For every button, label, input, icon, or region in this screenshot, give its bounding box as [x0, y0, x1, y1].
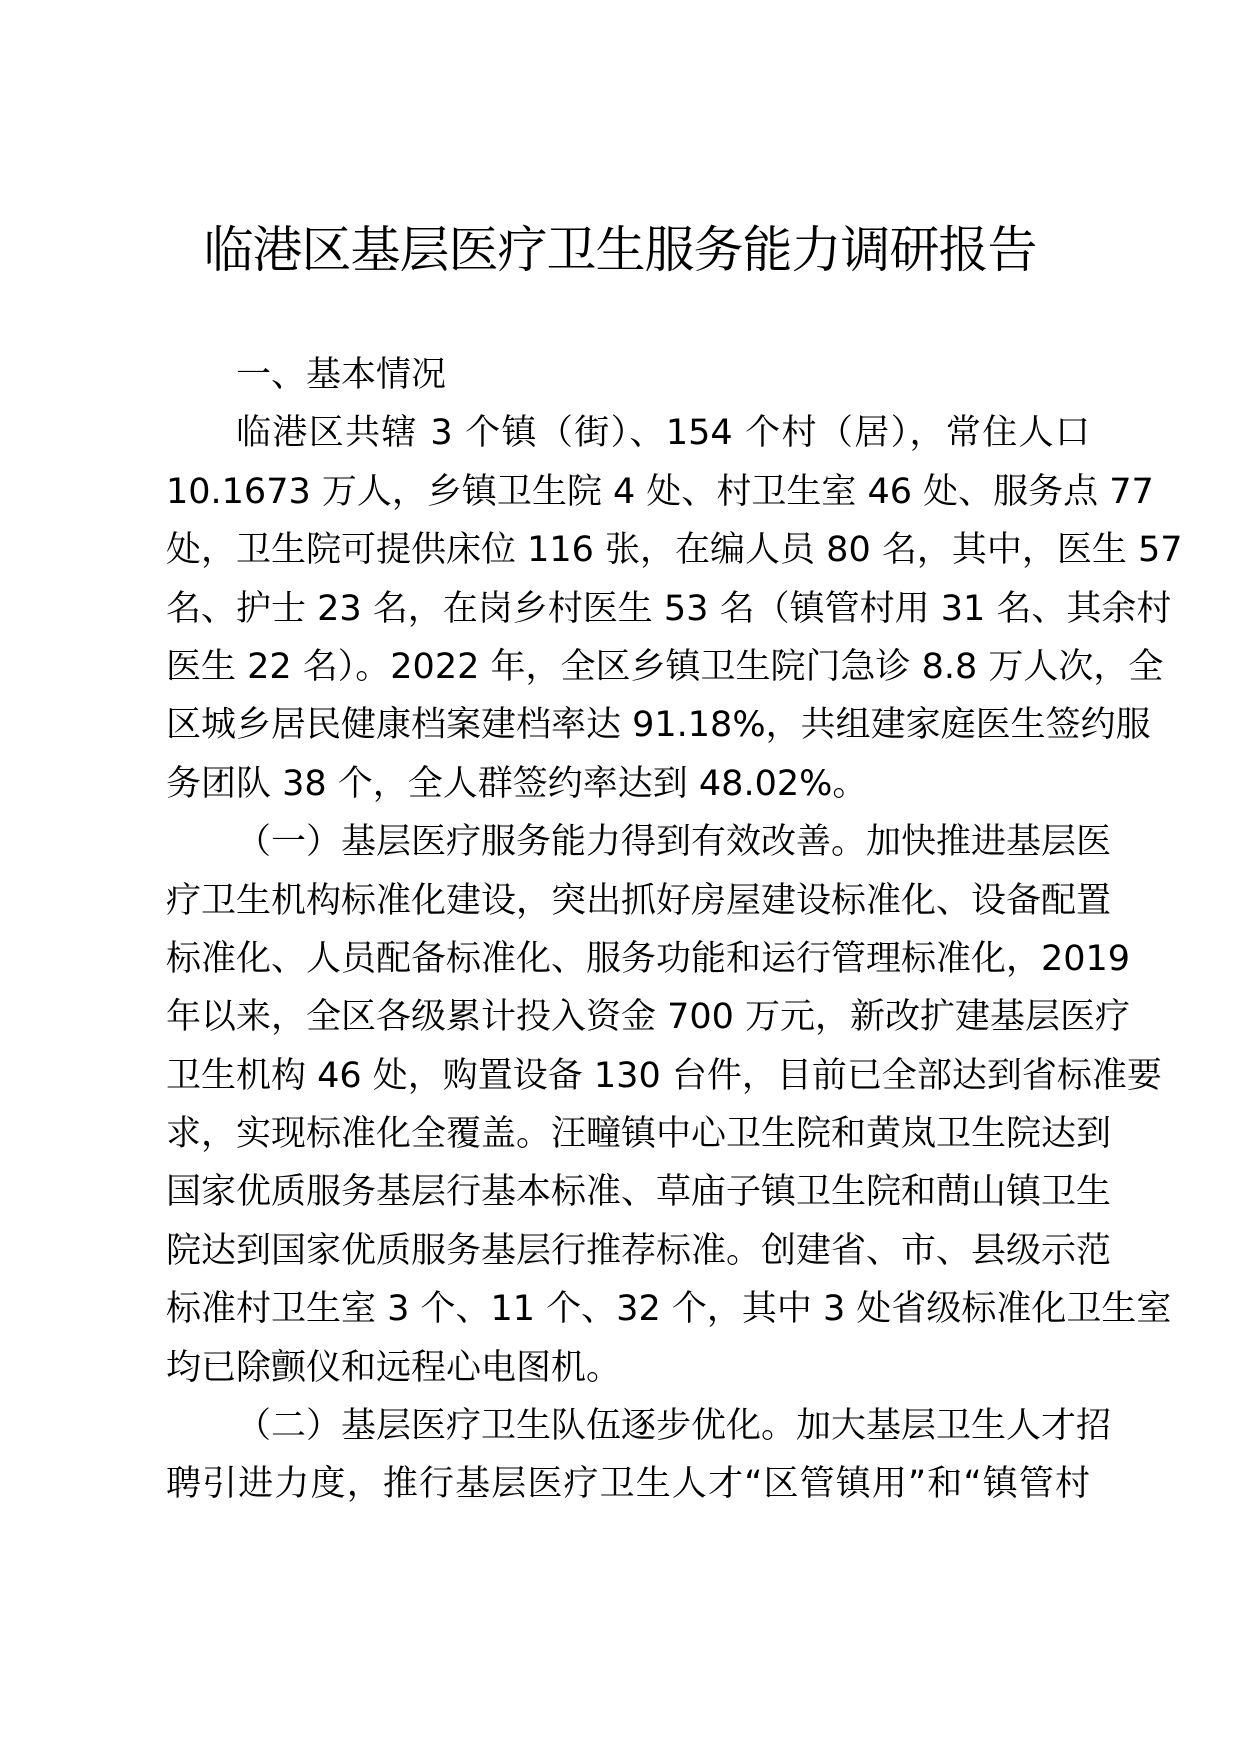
- body-line: 处，卫生院可提供床位 116 张，在编人员 80 名，其中，医生 57: [166, 530, 1183, 571]
- body-line: 名、护士 23 名，在岗乡村医生 53 名（镇管村用 31 名、其余村: [166, 588, 1172, 629]
- body-line: （二）基层医疗卫生队伍逐步优化。加大基层卫生人才招: [236, 1406, 1112, 1447]
- body-line: 医生 22 名）。2022 年，全区乡镇卫生院门急诊 8.8 万人次，全: [166, 646, 1164, 687]
- document-body: [166, 346, 1183, 1514]
- body-line: 10.1673 万人，乡镇卫生院 4 处、村卫生室 46 处、服务点 77: [166, 471, 1154, 512]
- body-line: 务团队 38 个，全人群签约率达到 48.02%。: [166, 763, 868, 804]
- body-line: 标准村卫生室 3 个、11 个、32 个，其中 3 处省级标准化卫生室: [166, 1289, 1172, 1330]
- body-line: 年以来，全区各级累计投入资金 700 万元，新改扩建基层医疗: [166, 997, 1131, 1038]
- body-line: 一、基本情况: [236, 355, 447, 395]
- document-title: 临港区基层医疗卫生服务能力调研报告: [203, 221, 1037, 279]
- body-line: 院达到国家优质服务基层行推荐标准。创建省、市、县级示范: [166, 1230, 1112, 1271]
- body-line: 区城乡居民健康档案建档率达 91.18%，共组建家庭医生签约服: [166, 705, 1151, 746]
- body-line: 聘引进力度，推行基层医疗卫生人才“区管镇用”和“镇管村: [166, 1464, 1090, 1505]
- body-line: 求，实现标准化全覆盖。汪疃镇中心卫生院和黄岚卫生院达到: [166, 1114, 1112, 1155]
- body-line: 均已除颤仪和远程心电图机。: [166, 1347, 622, 1388]
- body-line: （一）基层医疗服务能力得到有效改善。加快推进基层医: [236, 822, 1112, 863]
- body-line: 卫生机构 46 处，购置设备 130 台件，目前已全部达到省标准要: [166, 1055, 1162, 1096]
- body-line: 疗卫生机构标准化建设，突出抓好房屋建设标准化、设备配置: [166, 880, 1112, 921]
- body-line: 临港区共辖 3 个镇（街）、154 个村（居），常住人口: [236, 413, 1090, 454]
- body-line: 标准化、人员配备标准化、服务功能和运行管理标准化，2019: [166, 938, 1131, 979]
- body-line: 国家优质服务基层行基本标准、草庙子镇卫生院和蔄山镇卫生: [166, 1172, 1112, 1213]
